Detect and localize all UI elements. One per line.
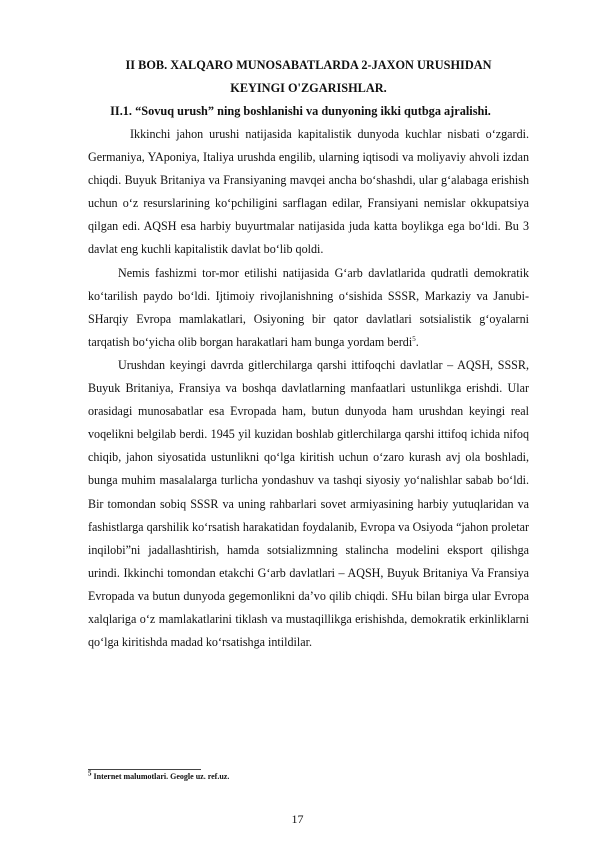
paragraph-1	[88, 123, 529, 262]
paragraph-2-text: Nemis fashizmi tor-mor etilishi natijasida G‘arb davlatlarida qudratli demokratik ko‘tarilish paydo bo‘ldi. Ijtimoiy rivojlanishning o‘sishida SSSR, Markaziy va Janubi-SHarqiy Evropa mamlakatlari, Osiyoning bir qator davlatlari sotsialistik g‘oyalarni tarqatish bo‘yicha olib borgan harakatlari ham bunga yordam berdi	[88, 265, 529, 349]
paragraph-3-text: Urushdan keyingi davrda gitlerchilarga qarshi ittifoqchi davlatlar – AQSH, SSSR, Buyuk Britaniya, Fransiya va boshqa davlatlarning manfaatlari ustunlikga erishdi. Ular orasidagi munosabatlar esa Evropada ham, butun dunyoda ham urushdan keyingi real voqelikni belgilab berdi. 1945 yil kuzidan boshlab gitlerchilarga qarshi ittifoq ichida nifoq chiqib, jahon siyosatida ustunlikni qo‘lga kiritish uchun o‘zaro kurash avj ola boshladi, bunga muhim masalalarga turlicha yondashuv va tashqi siyosiy yo‘nalishlar sabab bo‘ldi. Bir tomondan sobiq SSSR va uning rahbarlari sovet armiyasining harbiy yutuqlaridan va fashistlarga qarshilik ko‘rsatish harakatidan foydalanib, Evropa va Osiyoda “jahon proletar inqilobi”ni jadallashtirish, hamda sotsializmning stalincha modelini eksport qilishga urindi. Ikkinchi tomondan etakchi G‘arb davlatlari – AQSH, Buyuk Britaniya Va Fransiya Evropada va butun dunyoda gegemonlikni da’vo qilib chiqdi. SHu bilan birga ular Evropa xalqlariga o‘z mamlakatlarini tiklash va mustaqillikga erishishda, demokratik erkinliklarni qo‘lga kiritishda madad ko‘rsatishga intildilar.	[88, 357, 529, 650]
paragraph-3	[88, 354, 529, 654]
chapter-title: II BOB. XALQARO MUNOSABATLARDA 2-JAXON URUSHIDAN KEYINGI O'ZGARISHLAR.	[125, 58, 492, 95]
page-number: 17	[291, 812, 304, 826]
page-body	[88, 54, 529, 654]
footnote-reference[interactable]: 5	[412, 334, 416, 343]
paragraph-2: Nemis fashizmi tor-mor etilishi natijasida G‘arb davlatlarida qudratli demokratik ko‘tarilish paydo bo‘ldi. Ijtimoiy rivojlanishning o‘sishida SSSR, Markaziy va Janubi-SHarqiy Evropa mamlakatlari, Osiyoning bir qator davlatlari sotsialistik g‘oyalarni tarqatish bo‘yicha olib borgan harakatlari ham bunga yordam berdi$^5$.	[88, 265, 529, 349]
footnote-divider	[88, 769, 201, 770]
footnote-text: Internet malumotlari. Geogle uz. ref.uz.	[93, 772, 230, 781]
section-title: II.1. “Sovuq urush” ning boshlanishi va dunyoning ikki qutbga ajralishi.	[110, 104, 491, 118]
footnote	[88, 769, 230, 782]
paragraph-1-text: Ikkinchi jahon urushi natijasida kapitalistik dunyoda kuchlar nisbati o‘zgardi. Germaniya, YAponiya, Italiya urushda engilib, ularning iqtisodi va moliyaviy ahvoli izdan chiqdi. Buyuk Britaniya va Fransiyaning mavqei ancha bo‘shashdi, ular g‘alabaga erishish uchun o‘z resurslarining ko‘pchiligini sarflagan edilar, Fransiyani nemislar okkupatsiya qilgan edi. AQSH esa harbiy buyurtmalar natijasida juda katta boylikga ega bo‘ldi. Bu 3 davlat eng kuchli kapitalistik davlat bo‘lib qoldi.	[88, 127, 529, 257]
footnote-number: 5	[88, 769, 92, 778]
